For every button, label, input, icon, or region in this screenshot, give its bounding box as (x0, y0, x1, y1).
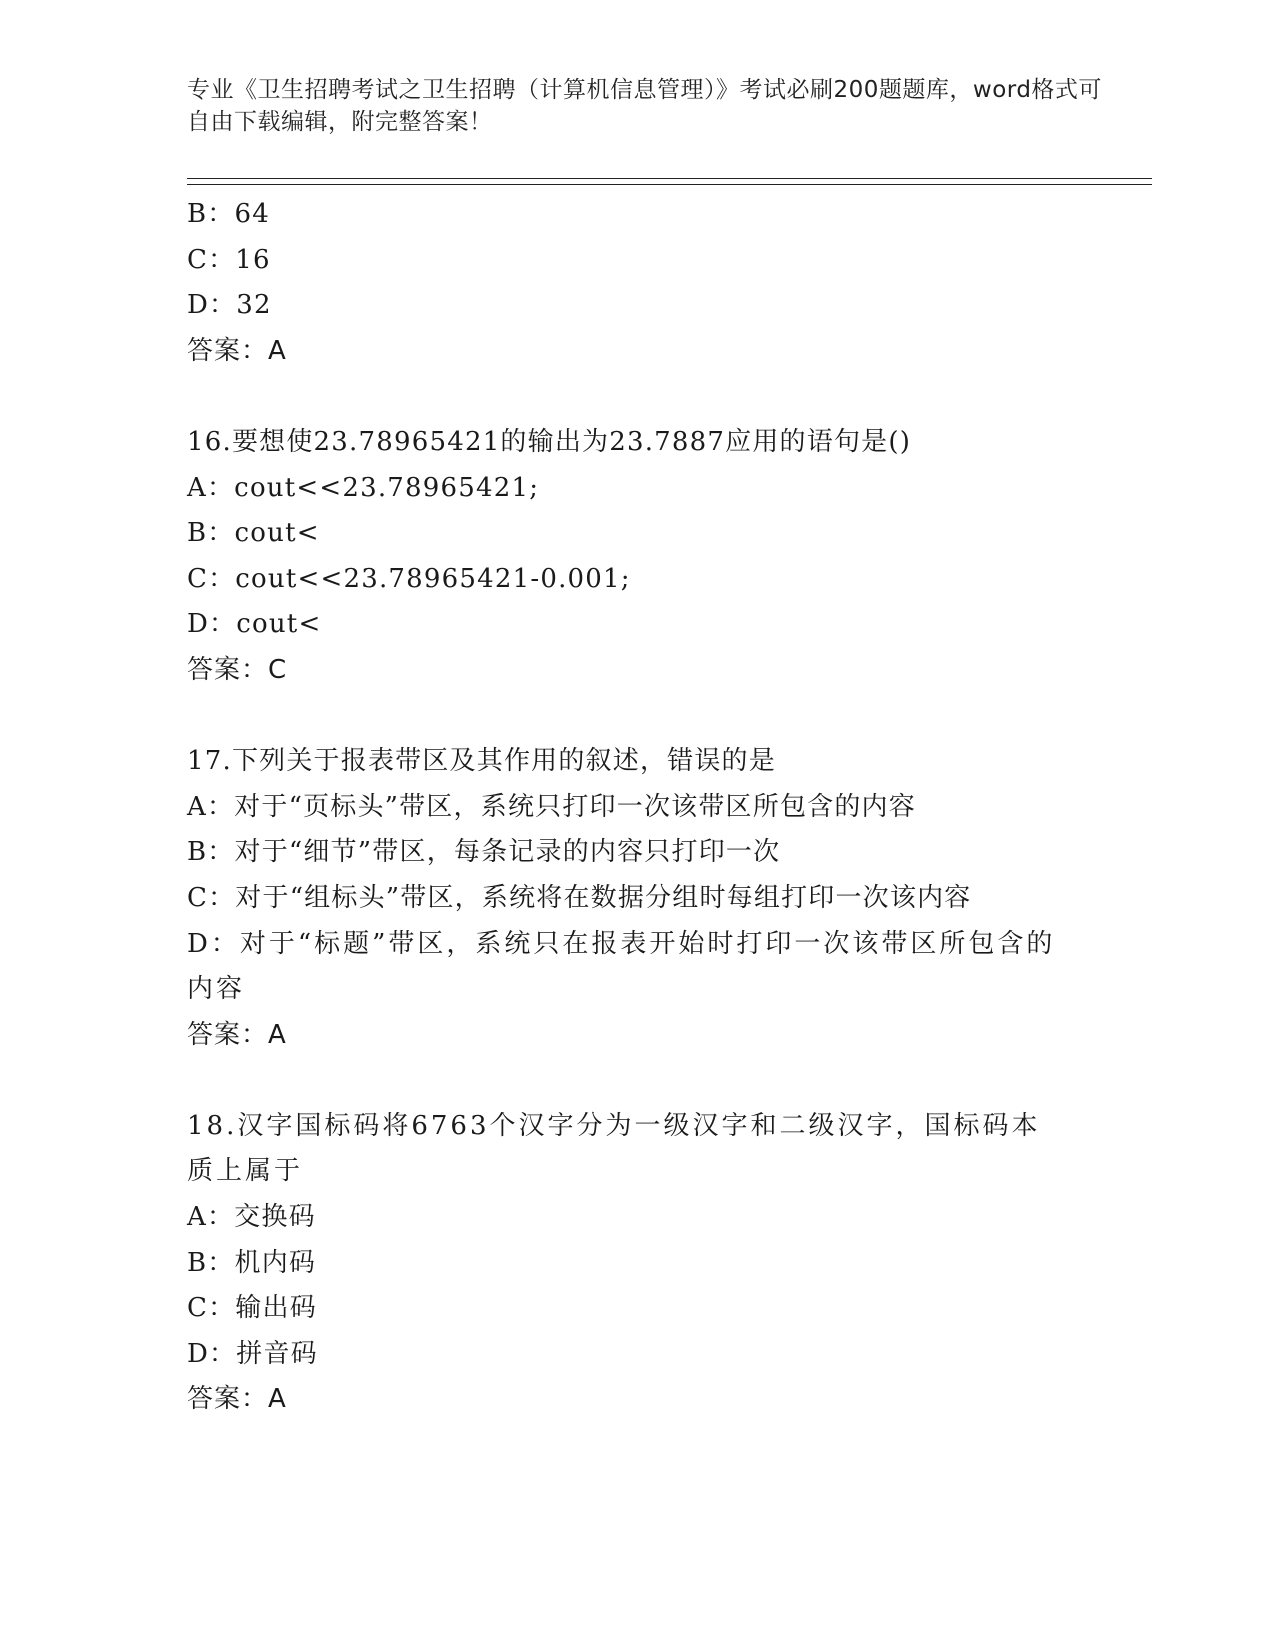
header-divider-bottom (187, 184, 1152, 185)
option-b: B：64 (187, 199, 270, 229)
option-b: B：机内码 (187, 1247, 317, 1278)
option-a: A：cout<<23.78965421; (187, 472, 540, 503)
question-16 (187, 420, 1107, 694)
option-b: B：cout< (187, 518, 320, 549)
option-c: C：对于“组标头”带区，系统将在数据分组时每组打印一次该内容 (187, 882, 972, 913)
option-c: C：输出码 (187, 1293, 317, 1324)
option-d: D：32 (187, 290, 272, 321)
answer-line: 答案：A (187, 1384, 287, 1415)
question-stem: 18.汉字国标码将6763个汉字分为一级汉字和二级汉字，国标码本质上属于 (187, 1110, 1041, 1187)
option-a: A：交换码 (187, 1202, 316, 1233)
option-a: A：对于“页标头”带区，系统只打印一次该带区所包含的内容 (187, 791, 916, 822)
question-stem: 17.下列关于报表带区及其作用的叙述，错误的是 (187, 746, 776, 777)
option-c: C：16 (187, 244, 271, 275)
question-18 (187, 1104, 1107, 1423)
question-spacer (187, 374, 1107, 420)
option-c: C：cout<<23.78965421-0.001; (187, 563, 631, 594)
answer-line: 答案：A (187, 335, 287, 366)
answer-line: 答案：A (187, 1019, 287, 1050)
header-divider-top (187, 178, 1152, 179)
question-list (187, 192, 1107, 1423)
option-d: D：对于“标题”带区，系统只在报表开始时打印一次该带区所包含的内容 (187, 928, 1056, 1005)
question-spacer (187, 1058, 1107, 1104)
option-b: B：对于“细节”带区，每条记录的内容只打印一次 (187, 837, 781, 868)
question-stem: 16.要想使23.78965421的输出为23.7887应用的语句是() (187, 426, 912, 457)
option-d: D：cout< (187, 609, 322, 640)
document-header: 专业《卫生招聘考试之卫生招聘（计算机信息管理）》考试必刷200题题库，word格式可自由下载编辑，附完整答案！ (187, 77, 1102, 135)
continued-question (187, 192, 1107, 374)
question-spacer (187, 694, 1107, 740)
option-d: D：拼音码 (187, 1338, 318, 1369)
answer-line: 答案：C (187, 654, 288, 685)
question-17 (187, 739, 1107, 1058)
